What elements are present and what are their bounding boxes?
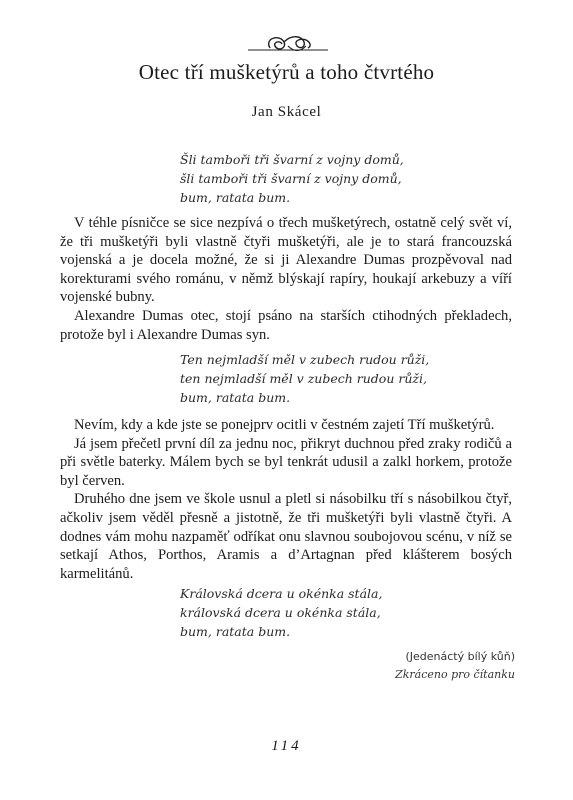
verse-line: bum, ratata bum. <box>180 624 291 639</box>
prose-section-2 <box>60 416 512 583</box>
verse-line: bum, ratata bum. <box>180 190 291 205</box>
paragraph: Já jsem přečetl první díl za jednu noc, přikryt duchnou před zraky rodičů a při světle baterky. Málem bych se byl tenkrát udusil a zalkl horkem, protože byl červen. <box>60 435 512 489</box>
verse-line: bum, ratata bum. <box>180 390 291 405</box>
page-title: Otec tří mušketýrů a toho čtvrtého <box>138 60 435 84</box>
author-name: Jan Skácel <box>251 104 322 120</box>
verse-line: ten nejmladší měl v zubech rudou růži, <box>180 371 427 386</box>
paragraph: Nevím, kdy a kde jste se ponejprv ocitli v čestném zajetí Tří mušketýrů. <box>74 417 495 433</box>
source-note: Zkráceno pro čítanku <box>395 668 515 681</box>
verse-line: královská dcera u okénka stála, <box>180 605 381 620</box>
paragraph: Druhého dne jsem ve škole usnul a pletl si násobilku tří s násobilkou čtyř, ačkoliv jsem věděl přesně a jistotně, že tři mušketýři byli vlastně čtyři. A dodnes vám mohu nazpaměť odříkat onu slavnou soubojovou scénu, v níž se setkají Athos, Porthos, Aramis a d’Artagnan před klášterem bosých karmelitánů. <box>60 491 512 582</box>
verse-line: Šli tamboři tři švarní z vojny domů, <box>180 152 404 167</box>
paragraph: V téhle písničce se sice nezpívá o třech mušketýrech, ostatně celý svět ví, že tři mušketýři byli vlastně čtyři mušketýři, ale je to stará francouzská vojenská a je docela možné, že si ji Alexandre Dumas prozpěvoval nad korekturami svého románu, v němž blýskají rapíry, houkají arkebuzy a víří vojenské bubny. <box>60 215 512 306</box>
verse-stanza-3 <box>180 584 382 641</box>
page-number: 114 <box>271 738 302 754</box>
verse-line: Ten nejmladší měl v zubech rudou růži, <box>180 352 430 367</box>
verse-stanza-2 <box>180 350 429 407</box>
prose-section-1 <box>60 214 512 344</box>
verse-stanza-1 <box>180 150 404 207</box>
paragraph: Alexandre Dumas otec, stojí psáno na starších ctihodných překladech, protože byl i Alexandre Dumas syn. <box>60 307 512 343</box>
source-attribution <box>395 648 515 684</box>
verse-line: Královská dcera u okénka stála, <box>180 586 383 601</box>
verse-line: šli tamboři tři švarní z vojny domů, <box>180 171 402 186</box>
source-work: (Jedenáctý bílý kůň) <box>405 650 515 663</box>
flourish-ornament <box>240 26 336 62</box>
